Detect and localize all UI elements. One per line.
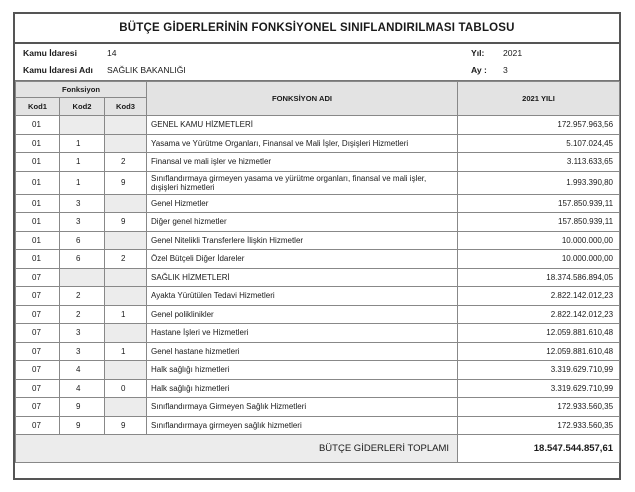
kod3-cell	[105, 287, 147, 306]
kod1-cell: 01	[16, 116, 60, 135]
fonksiyon-adi-cell: Finansal ve mali işler ve hizmetler	[147, 153, 458, 172]
amount-cell: 172.933.560,35	[458, 398, 620, 417]
amount-cell: 157.850.939,11	[458, 194, 620, 213]
table-row	[16, 305, 620, 324]
yil-value: 2021	[503, 48, 523, 58]
fonksiyon-adi-cell: Halk sağlığı hizmetleri	[147, 361, 458, 380]
amount-cell: 172.957.963,56	[458, 116, 620, 135]
kod3-cell: 1	[105, 305, 147, 324]
kod2-cell: 1	[60, 171, 105, 194]
kod2-cell: 6	[60, 250, 105, 269]
kod1-cell: 07	[16, 287, 60, 306]
fonksiyon-adi-cell: Yasama ve Yürütme Organları, Finansal ve Mali İşler, Dışişleri Hizmetleri	[147, 134, 458, 153]
kod2-cell: 1	[60, 134, 105, 153]
table-row	[16, 250, 620, 269]
total-label: BÜTÇE GİDERLERİ TOPLAMI	[16, 435, 458, 463]
table-row	[16, 361, 620, 380]
kurum-label: Kamu İdaresi	[23, 48, 77, 58]
kod1-cell: 07	[16, 324, 60, 343]
document-title: BÜTÇE GİDERLERİNİN FONKSİYONEL SINIFLANDIRILMASI TABLOSU	[15, 14, 619, 44]
kod3-cell	[105, 116, 147, 135]
amount-cell: 3.319.629.710,99	[458, 379, 620, 398]
amount-cell: 1.993.390,80	[458, 171, 620, 194]
kod3-cell	[105, 134, 147, 153]
fonksiyon-adi-cell: SAĞLIK HİZMETLERİ	[147, 268, 458, 287]
table-row	[16, 342, 620, 361]
kod2-cell: 4	[60, 379, 105, 398]
table-row	[16, 213, 620, 232]
meta-section	[15, 44, 619, 81]
header-fonksiyon: Fonksiyon	[16, 82, 147, 98]
total-row	[16, 435, 620, 463]
table-row	[16, 398, 620, 417]
amount-cell: 18.374.586.894,05	[458, 268, 620, 287]
amount-cell: 2.822.142.012,23	[458, 305, 620, 324]
total-value: 18.547.544.857,61	[458, 435, 620, 463]
table-row	[16, 287, 620, 306]
amount-cell: 157.850.939,11	[458, 213, 620, 232]
kod1-cell: 07	[16, 416, 60, 435]
budget-table-frame	[13, 12, 621, 480]
header-kod1: Kod1	[16, 98, 60, 116]
kod2-cell: 6	[60, 231, 105, 250]
fonksiyon-adi-cell: Genel Hizmetler	[147, 194, 458, 213]
table-row	[16, 231, 620, 250]
kod1-cell: 01	[16, 171, 60, 194]
amount-cell: 172.933.560,35	[458, 416, 620, 435]
kod1-cell: 01	[16, 194, 60, 213]
fonksiyon-adi-cell: Hastane İşleri ve Hizmetleri	[147, 324, 458, 343]
fonksiyon-adi-cell: Genel poliklinikler	[147, 305, 458, 324]
header-yil: 2021 YILI	[458, 82, 620, 116]
kod1-cell: 01	[16, 231, 60, 250]
table-row	[16, 116, 620, 135]
table-row	[16, 416, 620, 435]
kod3-cell	[105, 361, 147, 380]
kod1-cell: 01	[16, 250, 60, 269]
kod3-cell: 9	[105, 213, 147, 232]
kod1-cell: 01	[16, 153, 60, 172]
fonksiyon-adi-cell: Diğer genel hizmetler	[147, 213, 458, 232]
kod2-cell: 2	[60, 305, 105, 324]
kod2-cell: 1	[60, 153, 105, 172]
kod1-cell: 01	[16, 213, 60, 232]
header-kod2: Kod2	[60, 98, 105, 116]
header-kod3: Kod3	[105, 98, 147, 116]
kod2-cell	[60, 268, 105, 287]
amount-cell: 3.113.633,65	[458, 153, 620, 172]
kod2-cell: 3	[60, 194, 105, 213]
kod2-cell: 3	[60, 324, 105, 343]
table-row	[16, 171, 620, 194]
kod2-cell: 3	[60, 213, 105, 232]
amount-cell: 10.000.000,00	[458, 231, 620, 250]
table-row	[16, 194, 620, 213]
kod2-cell: 9	[60, 398, 105, 417]
kod1-cell: 01	[16, 134, 60, 153]
fonksiyon-adi-cell: Genel Nitelikli Transferlere İlişkin Hizmetler	[147, 231, 458, 250]
kod3-cell	[105, 194, 147, 213]
kod2-cell: 2	[60, 287, 105, 306]
kod3-cell: 9	[105, 171, 147, 194]
amount-cell: 2.822.142.012,23	[458, 287, 620, 306]
fonksiyon-adi-cell: Ayakta Yürütülen Tedavi Hizmetleri	[147, 287, 458, 306]
table-row	[16, 379, 620, 398]
amount-cell: 3.319.629.710,99	[458, 361, 620, 380]
table-row	[16, 134, 620, 153]
kod1-cell: 07	[16, 305, 60, 324]
fonksiyon-adi-cell: Özel Bütçeli Diğer İdareler	[147, 250, 458, 269]
kod1-cell: 07	[16, 342, 60, 361]
kod3-cell: 2	[105, 250, 147, 269]
fonksiyon-adi-cell: Sınıflandırmaya girmeyen sağlık hizmetleri	[147, 416, 458, 435]
kod3-cell	[105, 231, 147, 250]
kod2-cell: 4	[60, 361, 105, 380]
fonksiyon-adi-cell: Genel hastane hizmetleri	[147, 342, 458, 361]
kod3-cell: 1	[105, 342, 147, 361]
kod3-cell: 9	[105, 416, 147, 435]
kod3-cell	[105, 324, 147, 343]
kurum-adi-label: Kamu İdaresi Adı	[23, 65, 93, 75]
kod2-cell: 3	[60, 342, 105, 361]
table-row	[16, 268, 620, 287]
header-fonksiyon-adi: FONKSİYON ADI	[147, 82, 458, 116]
amount-cell: 5.107.024,45	[458, 134, 620, 153]
fonksiyon-adi-cell: Halk sağlığı hizmetleri	[147, 379, 458, 398]
budget-table	[15, 81, 620, 463]
kod1-cell: 07	[16, 268, 60, 287]
kurum-adi-value: SAĞLIK BAKANLIĞI	[107, 65, 186, 75]
kod2-cell: 9	[60, 416, 105, 435]
fonksiyon-adi-cell: Sınıflandırmaya Girmeyen Sağlık Hizmetleri	[147, 398, 458, 417]
amount-cell: 12.059.881.610,48	[458, 342, 620, 361]
ay-value: 3	[503, 65, 508, 75]
amount-cell: 12.059.881.610,48	[458, 324, 620, 343]
kod1-cell: 07	[16, 398, 60, 417]
kod3-cell	[105, 398, 147, 417]
table-row	[16, 153, 620, 172]
kod1-cell: 07	[16, 361, 60, 380]
fonksiyon-adi-cell: GENEL KAMU HİZMETLERİ	[147, 116, 458, 135]
kod3-cell: 2	[105, 153, 147, 172]
kod3-cell: 0	[105, 379, 147, 398]
kurum-value: 14	[107, 48, 117, 58]
amount-cell: 10.000.000,00	[458, 250, 620, 269]
kod2-cell	[60, 116, 105, 135]
kod3-cell	[105, 268, 147, 287]
yil-label: Yıl:	[471, 48, 485, 58]
fonksiyon-adi-cell: Sınıflandırmaya girmeyen yasama ve yürütme organları, finansal ve mali işler, dışişleri hizmetleri	[147, 171, 458, 194]
ay-label: Ay :	[471, 65, 487, 75]
table-body	[16, 116, 620, 435]
table-row	[16, 324, 620, 343]
kod1-cell: 07	[16, 379, 60, 398]
